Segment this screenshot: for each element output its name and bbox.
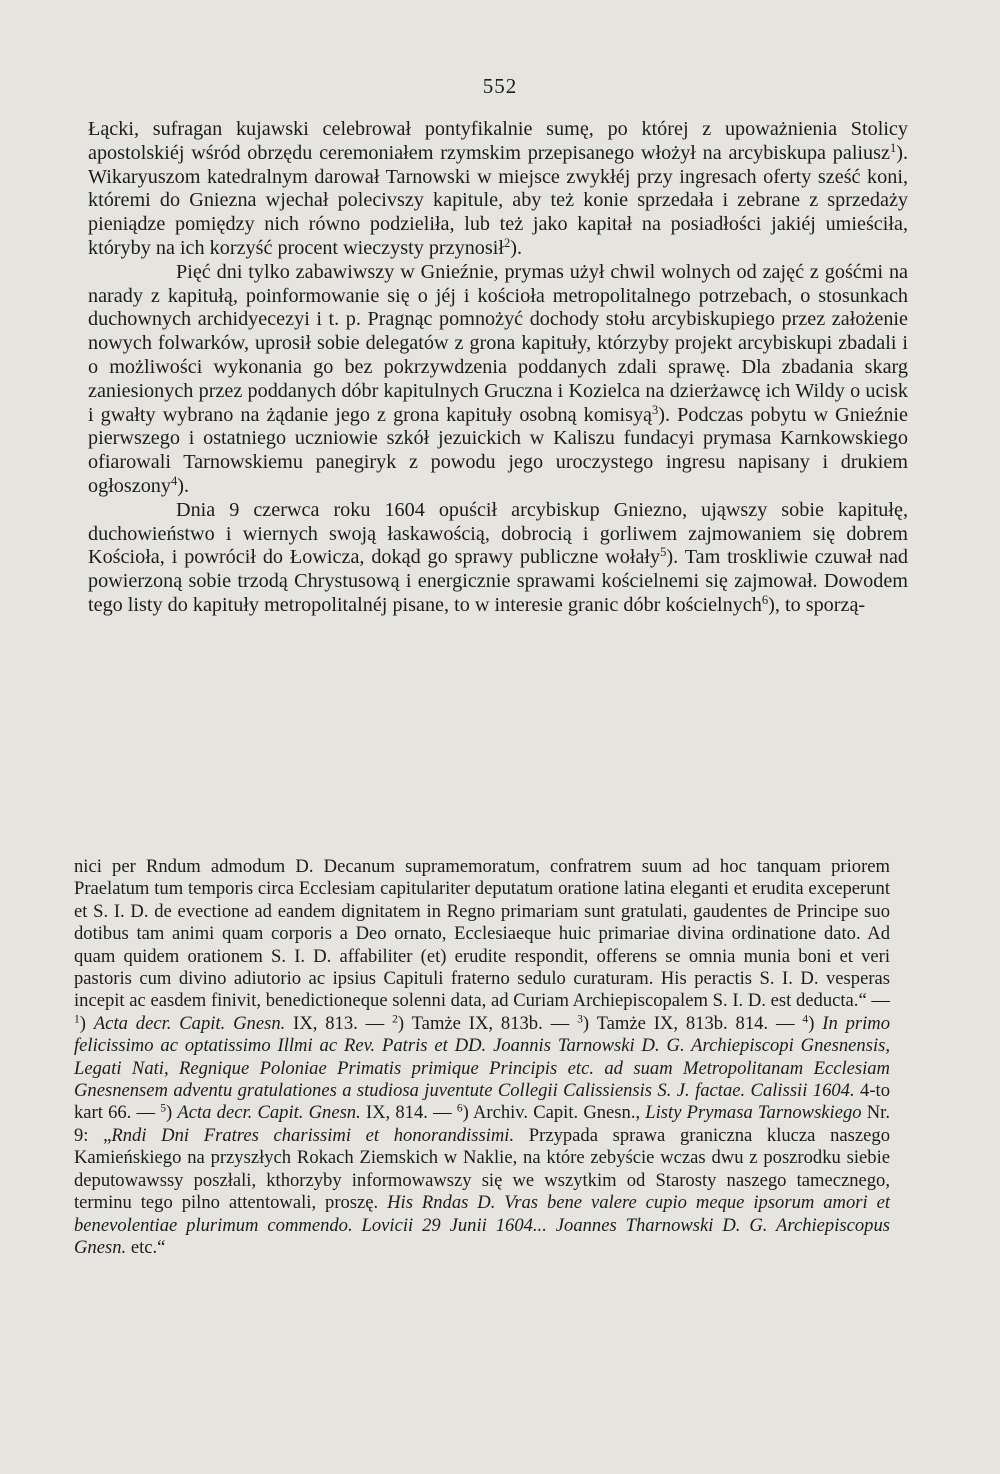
footnote-mark-6: 6 [456, 1103, 463, 1116]
footnote-mark-5: 5 [160, 1103, 167, 1116]
footnote-mark-4: 4 [802, 1013, 809, 1026]
page-number: 552 [482, 74, 518, 98]
paragraph-3: Dnia 9 czerwca roku 1604 opuścił arcybiskup Gniezno, ująwszy sobie kapitułę, duchowieństwo i wiernych swoją łaskawością, dobrocią i gorliwem zajmowaniem się dobrem Kościoła, i powrócił do Łowicza, dokąd go sprawy publiczne wołały$^5$). Tam troskliwie czuwał nad powierzoną sobie trzodą Chrystusową i energicznie sprawami kościelnemi się zajmował. Dowodem tego listy do kapituły metropolitalnéj pisane, to w interesie granic dóbr kościelnych$^6$), to sporzą- [88, 498, 908, 616]
footnote-mark-1: 1 [74, 1013, 80, 1026]
footnote-ref-3: 3 [652, 402, 659, 417]
paragraph-1: Łącki, sufragan kujawski celebrował pontyfikalnie sumę, po której z upoważnienia Stolicy apostolskiéj wśród obrzędu ceremoniałem rzymskim przepisanego włożył na arcybiskupa paliusz$^1$). Wikaryuszom katedralnym darował Tarnowski w miejsce zwykłéj przy ingresach oferty sześć koni, któremi do Gniezna wjechał polecivszy kapitule, aby też konie sprzedała i zebrane z sprzedaży pieniądze pomiędzy nich równo podzieliła, lub też jako kapitał na posiadłości jakiéj umieściła, któryby na ich korzyść procent wieczysty przynosił$^2$). [88, 118, 908, 259]
footnote-ref-1: 1 [889, 140, 897, 155]
footnote-ref-6: 6 [761, 593, 769, 608]
footnote-ref-5: 5 [660, 545, 667, 560]
footnote-mark-2: 2 [392, 1013, 398, 1026]
footnotes: nici per Rndum admodum D. Decanum supramemoratum, confratrem suum ad hoc tanquam priorem Praelatum tum temporis circa Ecclesiam capitulariter deputatum oratione latina eleganti et erudita exceperunt et S. I. D. de evectione ad eandem dignitatem in Regno primariam sunt gratulati, gaudentes de Principe suo dotibus tam animi quam corporis a Deo ornato, Ecclesiaeque huic primariae divina ordinatione dato. Ad quam quidem orationem S. I. D. affabiliter (et) erudite respondit, offerens se omnia munia boni et veri pastoris cum divino adiutorio ac ipsius Capituli fraterno sedulo curaturam. His peractis S. I. D. vesperas incepit ac easdem finivit, benedictioneque solenni data, ad Curiam Archiepiscopalem S. I. D. est deducta.“ — $^1$) Acta decr. Capit. Gnesn. IX, 813. — $^2$) Tamże IX, 813b. — $^3$) Tamże IX, 813b. 814. — $^4$) In primo felicissimo ac optatissimo Illmi ac Rev. Patris et DD. Joannis Tarnowski D. G. Archiepiscopi Gnesnensis, Legati Nati, Regnique Poloniae Primatis primique Principis etc. ad suam Metropolitanam Ecclesiam Gnesnensem adventu gratulationes a studiosa juventute Collegii Calissiensis S. J. factae. Calissii 1604. 4-to kart 66. — $^5$) Acta decr. Capit. Gnesn. IX, 814. — $^6$) Archiv. Capit. Gnesn., Listy Prymasa Tarnowskiego Nr. 9: „Rndi Dni Fratres charissimi et honorandissimi. Przypada sprawa graniczna klucza naszego Kamieńskiego na przyszłych Rokach Ziemskich w Naklie, na które zebyście wczas dwu z poszrodku siebie deputowawssy poszłali, kthorzyby informowawszy się we wszytkim od Starosty naszego tamecznego, terminu tego pilno attentowali, proszę. His Rndas D. Vras bene valere cupio meque ipsorum amori et benevolentiae plurimum commendo. Lovicii 29 Junii 1604... Joannes Tharnowski D. G. Archiepiscopus Gnesn. etc.“ [74, 856, 891, 1258]
footnote-ref-4: 4 [171, 474, 178, 489]
main-text [88, 118, 908, 618]
paragraph-2: Pięć dni tylko zabawiwszy w Gnieźnie, prymas użył chwil wolnych od zajęć z gośćmi na narady z kapitułą, poinformowanie się o jéj i kościoła metropolitalnego potrzebach, o stosunkach duchownych archidyecezyi i t. p. Pragnąc pomnożyć dochody stołu arcybiskupiego przez założenie nowych folwarków, uprosił sobie delegatów z grona kapituły, którzyby projekt arcybiskupi zbadali i o możliwości wykonania go bez pokrzywdzenia poddanych zdali sprawę. Dla zbadania skarg zaniesionych przez poddanych dóbr kapitulnych Grucznа i Kozielca na dzierżawcę ich Wildy o ucisk i gwałty wybrano na żądanie jego z grona kapituły osobną komisyą$^3$). Podczas pobytu w Gnieźnie pierwszego i ostatniego uczniowie szkół jezuickich w Kaliszu fundacyi prymasa Karnkowskiego ofiarowali Tarnowskiemu panegiryk z powodu jego uroczystego ingresu napisany i drukiem ogłoszony$^4$). [88, 260, 908, 497]
footnote-ref-2: 2 [503, 236, 511, 251]
footnote-mark-3: 3 [577, 1013, 583, 1026]
